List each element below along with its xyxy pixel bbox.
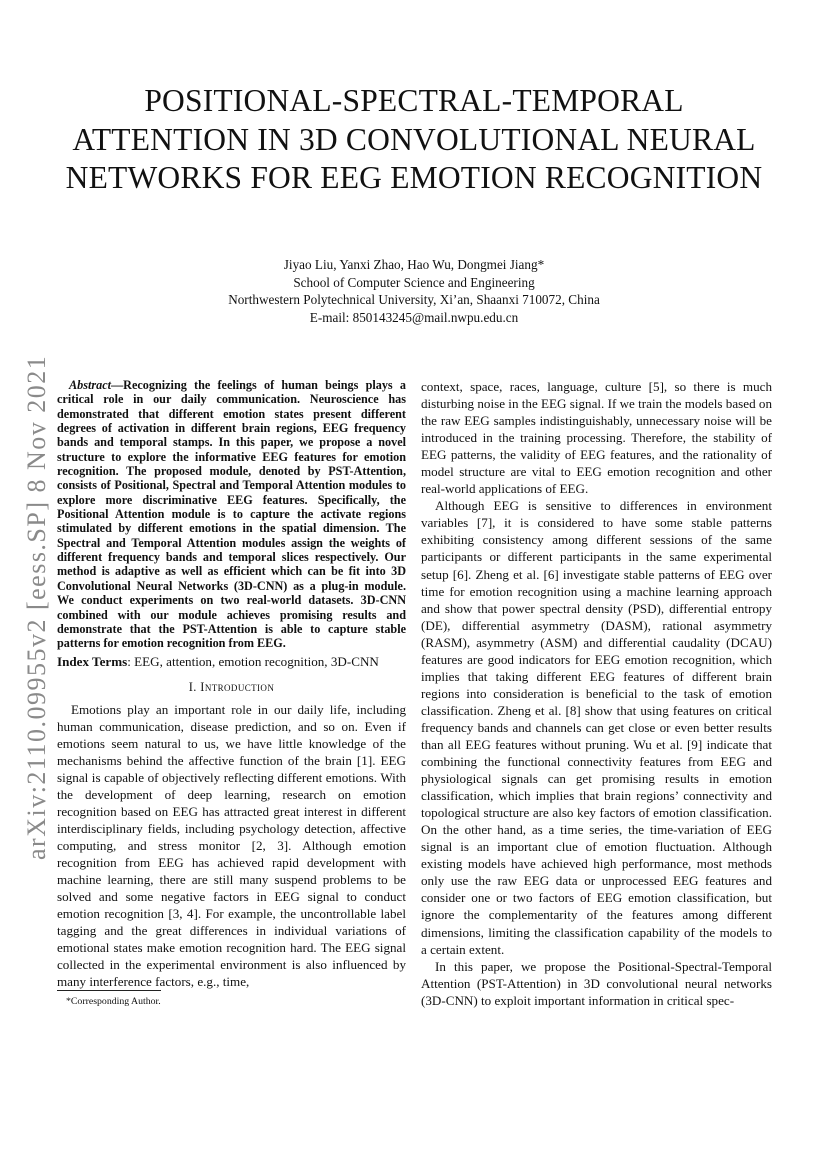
author-email: E-mail: 850143245@mail.nwpu.edu.cn [309,309,519,325]
paper-title: POSITIONAL-SPECTRAL-TEMPORAL ATTENTION IN 3D CONVOLUTIONAL NEURAL NETWORKS FOR EEG EMOTION RECOGNITION [65,83,763,195]
intro-paragraph-1: Emotions play an important role in our daily life, including human communication, disease prediction, and so on. Even if emotions seem natural to us, we have little knowledge of the mechanisms behind the affective function of the brain [1]. EEG signal is capable of objectively reflecting different emotions. With the development of deep learning, research on emotion recognition based on EEG has attracted great interest in different interdisciplinary fields, including psychology detection, affective computing, and stress monitor [2, 3]. Although emotion recognition from EEG has achieved rapid development with machine learning, there are still many suspend problems to be solved and some negative factors in EEG signal to conduct emotion recognition [3, 4]. For example, the uncontrollable label tagging and the great differences in individual variations of emotional states make emotion recognition hard. The EEG signal collected in the experimental environment is also influenced by many interference factors, e.g., time, [57,701,406,990]
index-terms [57,653,406,670]
intro-paragraph-3: In this paper, we propose the Positional-Spectral-Temporal Attention (PST-Attention) in 3D convolutional neural networks (3D-CNN) to exploit important information in critical spec- [421,958,772,1008]
index-terms-label: Index Terms [57,653,128,669]
arxiv-identifier-stamp: arXiv:2110.09955v2 [eess.SP] 8 Nov 2021 [22,354,51,860]
abstract-label: Abstract [69,378,111,392]
author-names: Jiyao Liu, Yanxi Zhao, Hao Wu, Dongmei Jiang* [283,257,545,272]
footnote-corresponding-author: *Corresponding Author. [66,996,161,1007]
abstract [57,378,406,651]
left-column [57,378,406,990]
section-title: Introduction [200,679,275,694]
intro-paragraph-1-continued: context, space, races, language, culture [5], so there is much disturbing noise in the EEG signal. If we train the models based on the raw EEG samples indistinguishably, unnecessary noise will be introduced in the training processing. Therefore, the stability of EEG patterns, the validity of EEG features, and the rationality of model structure are vital to EEG emotion recognition and other real-world applications of EEG. [421,379,772,497]
section-heading-introduction [57,680,406,695]
author-affiliation-school: School of Computer Science and Engineering [293,274,535,290]
right-column [421,378,772,1009]
section-number: I. [188,679,197,694]
index-terms-text: : EEG, attention, emotion recognition, 3D-CNN [127,653,379,669]
intro-paragraph-2: Although EEG is sensitive to differences in environment variables [7], it is considered to have some stable patterns exhibiting consistency among different sessions of the same participants or different participants in the same experimental setup [6]. Zheng et al. [6] investigate stable patterns of EEG over time for emotion recognition using a machine learning approach and show that power spectral density (PSD), differential entropy (DE), differential asymmetry (DASM), rational asymmetry (RASM), asymmetry (ASM) and differential caudality (DCAU) features are good indicators for EEG emotion recognition, which implies that taking different EEG features of different brain regions into consideration is beneficial to the task of emotion classification. Zheng et al. [8] show that using features on critical frequency bands and channels can get close or even better results than all EEG features without pruning. Wu et al. [9] indicate that combining the functional connectivity features from EEG and physiological signals can get promising results in emotion classification, which implies that brain regions’ connectivity and topological structure are also key factors of emotion classification. On the other hand, as a time series, the time-variation of EEG signal is an important clue of emotion fluctuation. Although existing models have achieved high performance, most methods only use the raw EEG data or unprocessed EEG features and consider one or two factors of EEG emotion classification, but ignore the complementarity of the features among different dimensions, limiting the classification capability of the models to a certain extent. [421,498,772,957]
abstract-text: —Recognizing the feelings of human beings plays a critical role in our daily communication. Neuroscience has demonstrated that different emotion states present different degrees of activation in different brain regions, EEG frequency bands and temporal stamps. In this paper, we propose a novel structure to explore the informative EEG features for emotion recognition. The proposed module, denoted by PST-Attention, consists of Positional, Spectral and Temporal Attention modules to explore more discriminative EEG features. Specifically, the Positional Attention module is to capture the activate regions stimulated by different emotions in the spatial dimension. The Spectral and Temporal Attention modules assign the weights of different frequency bands and temporal slices respectively. Our method is adaptive as well as efficient which can be fit into 3D Convolutional Neural Networks (3D-CNN) as a plug-in module. We conduct experiments on two real-world datasets. 3D-CNN combined with our module achieves promising results and demonstrate that the PST-Attention is able to capture stable patterns for emotion recognition from EEG. [57,378,406,651]
footnote-rule [57,990,161,991]
author-affiliation-university: Northwestern Polytechnical University, Xi’an, Shaanxi 710072, China [228,292,600,307]
author-block [60,256,768,326]
